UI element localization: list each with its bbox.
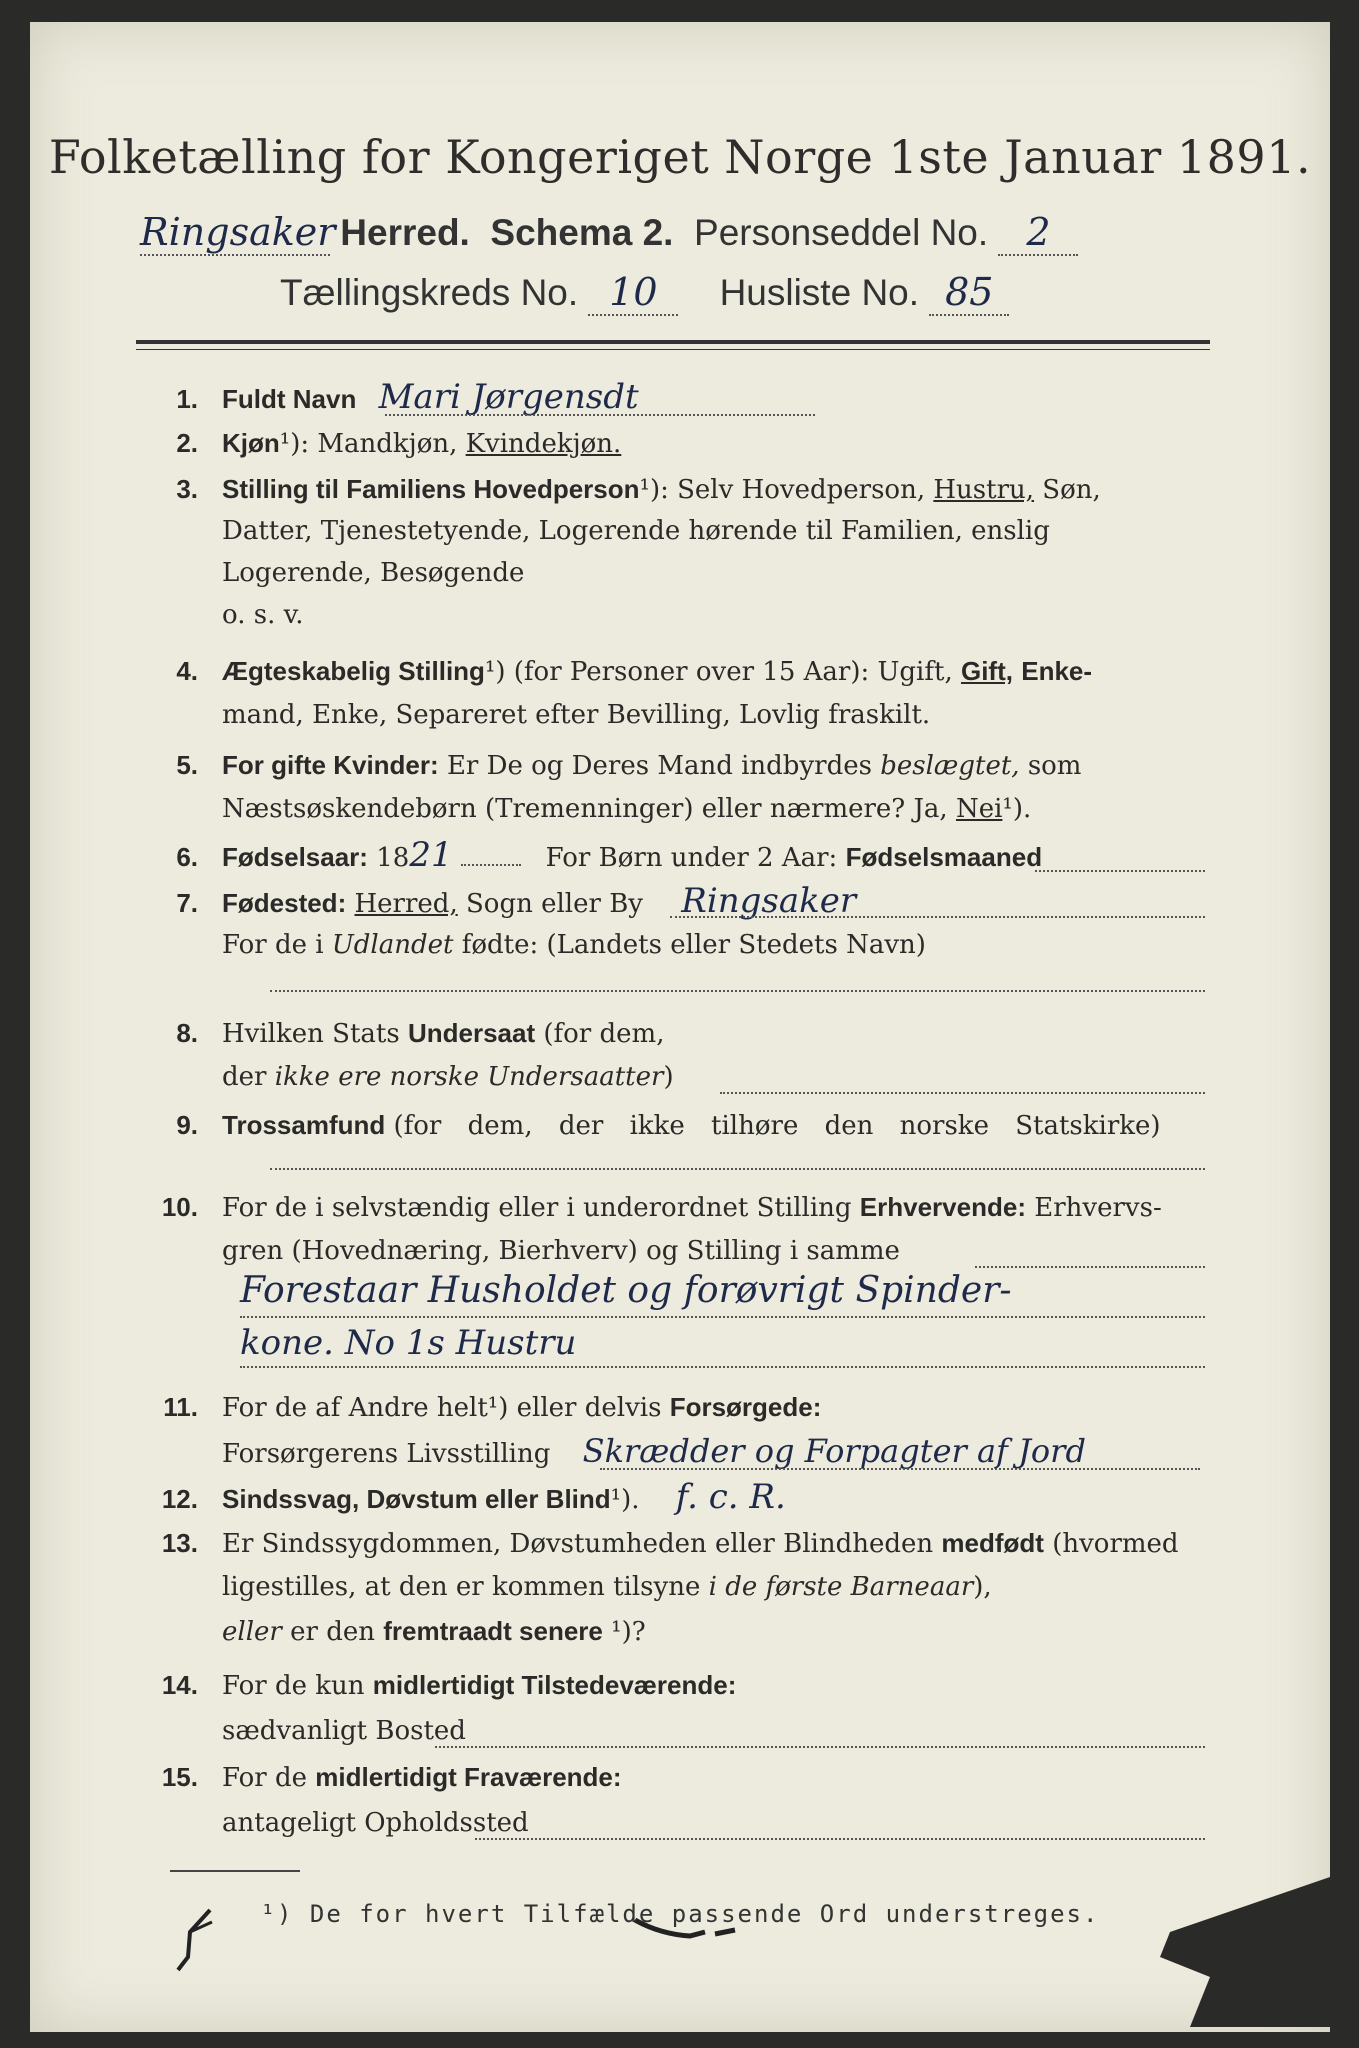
question-2: 2. Kjøn¹): Mandkjøn, Kvindekjøn. [176, 428, 622, 459]
q9-dotline [270, 1168, 1205, 1170]
q7-dotline-2 [270, 990, 1205, 992]
ink-mark-center [630, 1912, 740, 1952]
herred-handwritten: Ringsaker [140, 210, 336, 254]
q4-line-2: mand, Enke, Separeret efter Bevilling, Lovlig fraskilt. [222, 700, 931, 730]
q15-label: midlertidigt Fraværende: [315, 1762, 622, 1792]
q3-line-4: o. s. v. [222, 600, 304, 630]
schema-label: Schema 2. [490, 212, 674, 253]
q7-answer: Ringsaker [681, 881, 857, 921]
q2-option-kvindekjon: Kvindekjøn. [465, 429, 622, 459]
q1-answer: Mari Jørgensdt [378, 377, 639, 417]
question-12: 12. Sindssvag, Døvstum eller Blind¹). f. c. R. [161, 1477, 786, 1517]
q3-line-3: Logerende, Besøgende [222, 558, 525, 588]
q3-line-2: Datter, Tjenestetyende, Logerende hørende til Familien, enslig [222, 516, 1050, 546]
q1-label: Fuldt Navn [222, 384, 357, 414]
q14-label: midlertidigt Tilstedeværende: [372, 1670, 737, 1700]
form-title: Folketælling for Kongeriget Norge 1ste Januar 1891. [48, 130, 1312, 184]
q1-dotline [385, 414, 815, 416]
q10-answer-line-2: kone. No 1s Hustru [240, 1323, 577, 1363]
question-14: 14. For de kun midlertidigt Tilstedeværende: [161, 1670, 737, 1701]
header-line-1 [140, 210, 1078, 256]
question-3: 3. Stilling til Familiens Hovedperson¹): Selv Hovedperson, Hustru, Søn, [176, 474, 1101, 505]
question-5: 5. For gifte Kvinder: Er De og Deres Mand indbyrdes beslægtet, som [176, 750, 1082, 781]
herred-label: Herred. [340, 212, 470, 253]
question-15: 15. For de midlertidigt Fraværende: [161, 1762, 622, 1793]
q10-dotline-2 [240, 1316, 1205, 1318]
census-form [30, 22, 1330, 2032]
q7-line-2: For de i Udlandet fødte: (Landets eller Stedets Navn) [222, 930, 926, 960]
husliste-label: Husliste No. [719, 272, 920, 313]
question-6: 6. Fødselsaar: 1821 For Børn under 2 Aar: Fødselsmaaned [176, 835, 1043, 875]
page-corner-damage [1150, 1877, 1330, 2027]
question-11: 11. For de af Andre helt¹) eller delvis Forsørgede: [163, 1392, 822, 1423]
q12-answer: f. c. R. [675, 1477, 786, 1517]
ink-mark-left [160, 1902, 240, 1982]
q5-label: For gifte Kvinder: [222, 750, 439, 780]
q11-line-2: Forsørgerens Livsstilling Skrædder og Forpagter af Jord [222, 1432, 1086, 1470]
q4-option-gift: Gift, [960, 656, 1013, 686]
q3-label: Stilling til Familiens Hovedperson [222, 474, 640, 504]
q7-dotline [670, 916, 1205, 918]
q14-dotline [435, 1746, 1205, 1748]
q7-option-herred: Herred, [354, 889, 458, 919]
husliste-value: 85 [945, 270, 994, 314]
question-10: 10. For de i selvstændig eller i underordnet Stilling Erhvervende: Erhvervs- [161, 1192, 1162, 1223]
q10-label: Erhvervende: [859, 1192, 1026, 1222]
q15-line-2: antageligt Opholdssted [222, 1808, 529, 1838]
q6-label: Fødselsaar: [222, 842, 368, 872]
taellingskreds-value: 10 [609, 270, 658, 314]
taellingskreds-label: Tællingskreds No. [280, 272, 579, 313]
header-line-2 [280, 270, 1009, 316]
q10-line-2: gren (Hovednæring, Bierhverv) og Stilling i samme [222, 1236, 900, 1266]
q2-option-mandkjon: Mandkjøn, [317, 429, 458, 459]
question-8: 8. Hvilken Stats Undersaat (for dem, [176, 1018, 665, 1049]
q11-label: Forsørgede: [669, 1392, 822, 1422]
q7-label: Fødested: [222, 888, 347, 918]
q10-dotline-3 [240, 1366, 1205, 1368]
q8-label: Undersaat [407, 1018, 536, 1048]
question-7: 7. Fødested: Herred, Sogn eller By Ringsaker [176, 881, 857, 921]
personseddel-label: Personseddel No. [694, 212, 989, 253]
q10-dotline [975, 1266, 1205, 1268]
q13-line-2: ligestilles, at den er kommen tilsyne i de første Barneaar), [222, 1572, 992, 1602]
q14-line-2: sædvanligt Bosted [222, 1716, 466, 1746]
q8-dotline [720, 1092, 1205, 1094]
q2-label: Kjøn [222, 428, 280, 458]
q4-label: Ægteskabelig Stilling [222, 656, 485, 686]
q9-label: Trossamfund [222, 1110, 386, 1140]
footnote: ¹) De for hvert Tilfælde passende Ord understreges. [260, 1900, 1100, 1928]
q5-line-2: Næstsøskendebørn (Tremenninger) eller nærmere? Ja, Nei¹). [222, 794, 1032, 824]
question-9: 9. Trossamfund (for dem, der ikke tilhøre den norske Statskirke) [176, 1110, 1161, 1141]
q13-label: medfødt [941, 1528, 1044, 1558]
q13-line-3: eller er den fremtraadt senere ¹)? [222, 1616, 646, 1647]
personseddel-value: 2 [1026, 210, 1051, 254]
header-rule-thin [136, 349, 1210, 350]
q15-dotline [475, 1838, 1205, 1840]
question-13: 13. Er Sindssygdommen, Døvstumheden eller Blindheden medfødt (hvormed [161, 1528, 1179, 1559]
q11-answer: Skrædder og Forpagter af Jord [582, 1432, 1086, 1470]
q11-dotline [600, 1468, 1200, 1470]
q8-line-2: der ikke ere norske Undersaatter) [222, 1062, 674, 1092]
header-rule-thick [136, 340, 1210, 344]
q10-answer-line-1: Forestaar Husholdet og forøvrigt Spinder- [240, 1270, 1012, 1311]
question-4: 4. Ægteskabelig Stilling¹) (for Personer over 15 Aar): Ugift, Gift, Enke- [176, 656, 1093, 687]
footnote-rule [170, 1870, 300, 1872]
q5-option-nei: Nei [955, 794, 1003, 824]
q6-answer: 21 [409, 835, 453, 875]
q6-dotline [1035, 870, 1205, 872]
question-1: 1. Fuldt Navn Mari Jørgensdt [176, 377, 639, 417]
q3-option-hustru: Hustru, [933, 475, 1035, 505]
q12-label: Sindssvag, Døvstum eller Blind [222, 1484, 611, 1514]
